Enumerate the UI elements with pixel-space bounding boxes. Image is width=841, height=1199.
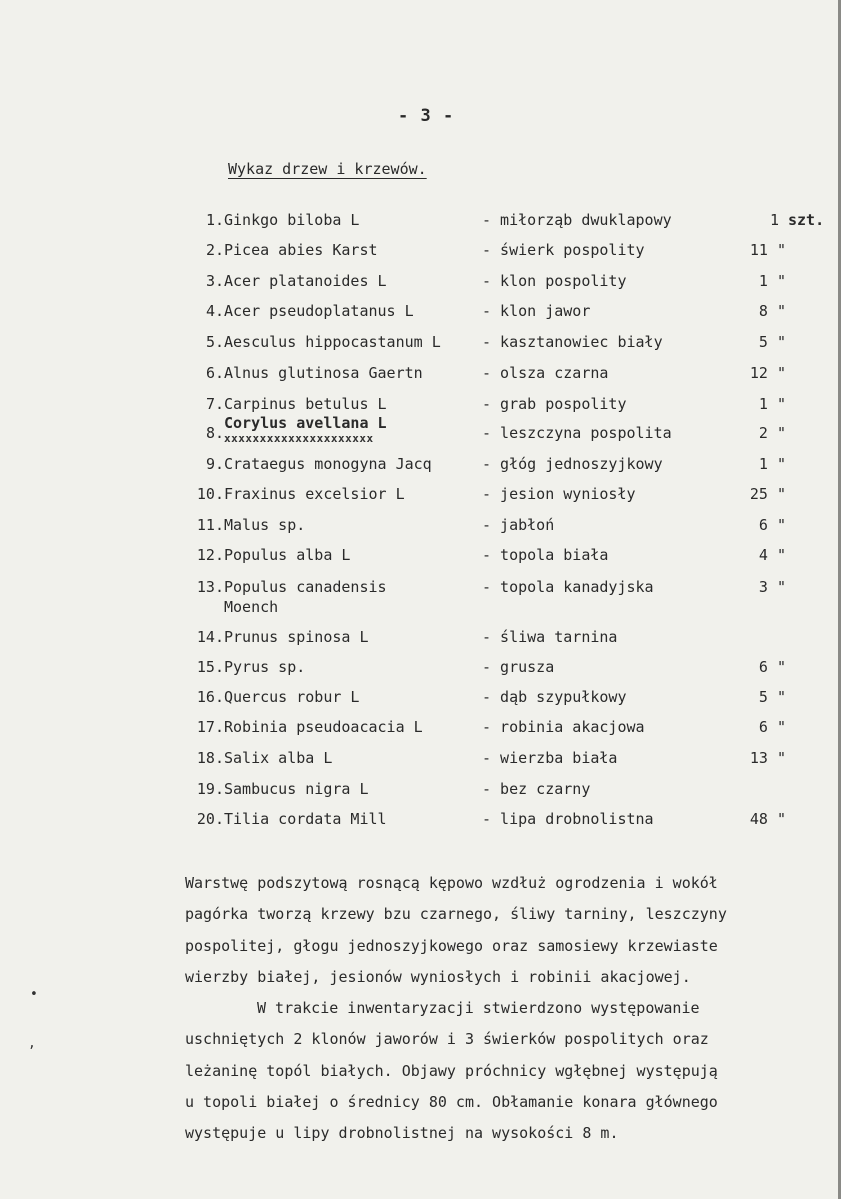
- quantity: 6 ": [758, 516, 786, 534]
- quantity: 6 ": [758, 718, 786, 736]
- list-item: [0, 516, 841, 538]
- list-item: [0, 485, 841, 507]
- text-line: wierzby białej, jesionów wyniosłych i robinii akacjowej.: [185, 967, 691, 986]
- list-item: [0, 302, 841, 324]
- quantity: 8 ": [758, 302, 786, 320]
- list-item: [0, 688, 841, 710]
- latin-name: Populus canadensis: [224, 578, 387, 596]
- polish-name: - jesion wyniosły: [482, 485, 636, 503]
- item-number: 18.: [196, 749, 224, 767]
- item-number: 13.: [196, 578, 224, 596]
- quantity: 1 ": [758, 395, 786, 413]
- polish-name: - robinia akacjowa: [482, 718, 645, 736]
- item-number: 10.: [196, 485, 224, 503]
- polish-name: - topola kanadyjska: [482, 578, 654, 596]
- latin-name: Ginkgo biloba L: [224, 211, 360, 229]
- polish-name: - klon jawor: [482, 302, 591, 320]
- item-number: 11.: [196, 516, 224, 534]
- item-number: 8.: [205, 424, 224, 442]
- item-number: 12.: [196, 546, 224, 564]
- item-number: 1.: [205, 211, 224, 229]
- polish-name: - głóg jednoszyjkowy: [482, 455, 663, 473]
- list-title: Wykaz drzew i krzewów.: [228, 160, 427, 178]
- latin-name: Acer platanoides L: [224, 272, 387, 290]
- item-number: 2.: [205, 241, 224, 259]
- list-item: [0, 395, 841, 417]
- item-number: 7.: [205, 395, 224, 413]
- item-number: 3.: [205, 272, 224, 290]
- item-number: 20.: [196, 810, 224, 828]
- list-item: [0, 364, 841, 386]
- margin-mark: •: [30, 987, 38, 1002]
- latin-name: Pyrus sp.: [224, 658, 306, 676]
- latin-name: Quercus robur L: [224, 688, 360, 706]
- latin-name: Sambucus nigra L: [224, 780, 369, 798]
- item-number: 19.: [196, 780, 224, 798]
- latin-name: Salix alba L: [224, 749, 333, 767]
- latin-name-line2: Moench: [224, 598, 279, 616]
- list-item: [0, 578, 841, 616]
- quantity: 6 ": [758, 658, 786, 676]
- quantity: 5 ": [758, 688, 786, 706]
- text-line: uschniętych 2 klonów jaworów i 3 świerków pospolitych oraz: [185, 1030, 709, 1049]
- quantity: 1 ": [758, 272, 786, 290]
- text-line: pagórka tworzą krzewy bzu czarnego, śliwy tarniny, leszczyny: [185, 905, 727, 924]
- quantity: 3 ": [758, 578, 786, 596]
- latin-name: Tilia cordata Mill: [224, 810, 387, 828]
- text-line: Warstwę podszytową rosnącą kępowo wzdłuż ogrodzenia i wokół: [185, 874, 718, 892]
- polish-name: - śliwa tarnina: [482, 628, 618, 646]
- latin-name: Prunus spinosa L: [224, 628, 369, 646]
- polish-name: - bez czarny: [482, 780, 591, 798]
- latin-name: Crataegus monogyna Jacq: [224, 455, 432, 473]
- quantity: 48 ": [749, 810, 786, 828]
- quantity: 12 ": [749, 364, 786, 382]
- list-item: [0, 455, 841, 477]
- polish-name: - świerk pospolity: [482, 241, 645, 259]
- struck-text: xxxxxxxxxxxxxxxxxxxxx: [224, 432, 374, 445]
- latin-name: Populus alba L: [224, 546, 351, 564]
- polish-name: - lipa drobnolistna: [482, 810, 654, 828]
- list-item: [0, 780, 841, 802]
- text-line: W trakcie inwentaryzacji stwierdzono występowanie: [257, 999, 700, 1018]
- list-item: [0, 810, 841, 832]
- polish-name: - grusza: [482, 658, 555, 676]
- item-number: 16.: [196, 688, 224, 706]
- list-item: [0, 241, 841, 263]
- page-number: - 3 -: [398, 106, 455, 126]
- quantity: 4 ": [758, 546, 786, 564]
- quantity: 2 ": [758, 424, 786, 442]
- latin-name: Aesculus hippocastanum L: [224, 333, 441, 351]
- list-item: [0, 333, 841, 355]
- text-line: pospolitej, głogu jednoszyjkowego oraz samosiewy krzewiaste: [185, 936, 718, 955]
- item-number: 9.: [205, 455, 224, 473]
- polish-name: - jabłoń: [482, 516, 555, 534]
- list-item: [0, 749, 841, 771]
- latin-name-correction: Corylus avellana L: [224, 414, 387, 432]
- polish-name: - wierzba biała: [482, 749, 618, 767]
- quantity: 1 ": [758, 455, 786, 473]
- quantity-unit: szt.: [788, 211, 825, 229]
- quantity: 25 ": [749, 485, 786, 503]
- item-number: 4.: [205, 302, 224, 320]
- latin-name: Picea abies Karst: [224, 241, 378, 259]
- polish-name: - topola biała: [482, 546, 609, 564]
- polish-name: - leszczyna pospolita: [482, 424, 672, 442]
- paragraph-undergrowth: [185, 868, 815, 1150]
- latin-name: Fraxinus excelsior L: [224, 485, 405, 503]
- latin-name: Alnus glutinosa Gaertn: [224, 364, 423, 382]
- text-line: występuje u lipy drobnolistnej na wysokości 8 m.: [185, 1124, 619, 1143]
- polish-name: - miłorząb dwuklapowy: [482, 211, 672, 229]
- quantity: 11 ": [749, 241, 786, 259]
- latin-name: Acer pseudoplatanus L: [224, 302, 414, 320]
- item-number: 17.: [196, 718, 224, 736]
- latin-name: Robinia pseudoacacia L: [224, 718, 423, 736]
- margin-mark: ,: [28, 1036, 36, 1051]
- list-item: [0, 658, 841, 680]
- list-item: [0, 211, 841, 233]
- item-number: 5.: [205, 333, 224, 351]
- list-item: [0, 628, 841, 650]
- item-number: 15.: [196, 658, 224, 676]
- polish-name: - kasztanowiec biały: [482, 333, 663, 351]
- list-item: [0, 272, 841, 294]
- latin-name: Malus sp.: [224, 516, 306, 534]
- item-number: 6.: [205, 364, 224, 382]
- latin-name: Carpinus betulus L: [224, 395, 387, 413]
- text-line: leżaninę topól białych. Objawy próchnicy wgłębnej występują: [185, 1061, 718, 1080]
- list-item: [0, 718, 841, 740]
- polish-name: - dąb szypułkowy: [482, 688, 627, 706]
- text-line: u topoli białej o średnicy 80 cm. Obłamanie konara głównego: [185, 1093, 718, 1112]
- item-number: 14.: [196, 628, 224, 646]
- list-item: [0, 414, 841, 446]
- polish-name: - olsza czarna: [482, 364, 609, 382]
- quantity: 1: [769, 211, 779, 229]
- quantity: 13 ": [749, 749, 786, 767]
- polish-name: - klon pospolity: [482, 272, 627, 290]
- quantity: 5 ": [758, 333, 786, 351]
- list-item: [0, 546, 841, 568]
- polish-name: - grab pospolity: [482, 395, 627, 413]
